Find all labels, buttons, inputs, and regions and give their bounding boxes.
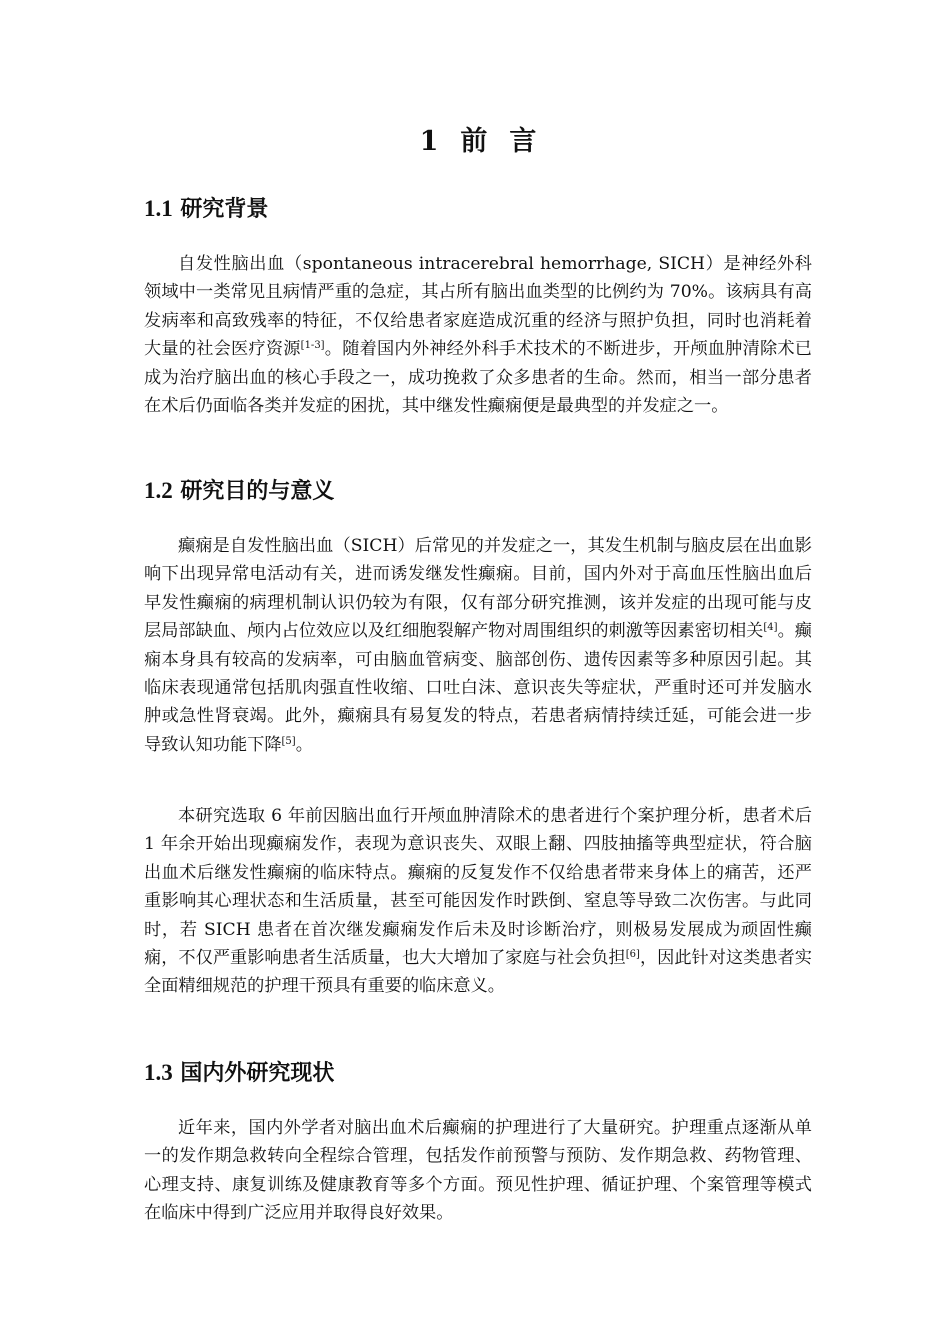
- section-heading-1-3: [144, 1057, 334, 1090]
- section-heading-1-2: [144, 475, 334, 508]
- paragraph-text: 近年来，国内外学者对脑出血术后癫痫的护理进行了大量研究。护理重点逐渐从单一的发作期急救转向全程综合管理，包括发作前预警与预防、发作期急救、药物管理、心理支持、康复训练及健康教育等多个方面。预见性护理、循证护理、个案管理等模式在临床中得到广泛应用并取得良好效果。: [144, 1118, 812, 1224]
- paragraph-text: 自发性脑出血（spontaneous intracerebral hemorrhage, SICH）是神经外科领域中一类常见且病情严重的急症，其占所有脑出血类型的比例约为 70%。该病具有高发病率和高致残率的特征，不仅给患者家庭造成沉重的经济与照护负担，同时也消耗着大量的社会医疗资源: [144, 254, 812, 360]
- paragraph-text: 癫痫是自发性脑出血（SICH）后常见的并发症之一，其发生机制与脑皮层在出血影响下出现异常电活动有关，进而诱发继发性癫痫。目前，国内外对于高血压性脑出血后早发性癫痫的病理机制认识仍较为有限，仅有部分研究推测，该并发症的出现可能与皮层局部缺血、颅内占位效应以及红细胞裂解产物对周围组织的刺激等因素密切相关: [144, 536, 812, 642]
- citation: [6]: [625, 949, 640, 961]
- chapter-title-part1: 前: [460, 126, 488, 157]
- paragraph-1-1-1: [144, 250, 812, 420]
- section-number: 1.2: [144, 478, 173, 503]
- paragraph-text: 本研究选取 6 年前因脑出血行开颅血肿清除术的患者进行个案护理分析，患者术后 1 年余开始出现癫痫发作，表现为意识丧失、双眼上翻、四肢抽搐等典型症状，符合脑出血术后继发性癫痫的临床特点。癫痫的反复发作不仅给患者带来身体上的痛苦，还严重影响其心理状态和生活质量，甚至可能因发作时跌倒、窒息等导致二次伤害。与此同时，若 SICH 患者在首次继发癫痫发作后未及时诊断治疗，则极易发展成为顽固性癫痫，不仅严重影响患者生活质量，也大大增加了家庭与社会负担: [144, 806, 812, 969]
- citation: [5]: [281, 735, 296, 747]
- chapter-title-part2: 言: [509, 126, 537, 157]
- section-number: 1.3: [144, 1060, 173, 1085]
- section-number: 1.1: [144, 196, 173, 221]
- citation: [1-3]: [300, 340, 325, 352]
- paragraph-text: 。随着国内外神经外科手术技术的不断进步，开颅血肿清除术已成为治疗脑出血的核心手段之一，成功挽救了众多患者的生命。然而，相当一部分患者在术后仍面临各类并发症的困扰，其中继发性癫痫便是最典型的并发症之一。: [144, 339, 812, 417]
- section-title: 研究背景: [180, 197, 269, 222]
- paragraph-1-2-2: [144, 802, 812, 1001]
- paragraph-text: 。癫痫本身具有较高的发病率，可由脑血管病变、脑部创伤、遗传因素等多种原因引起。其临床表现通常包括肌肉强直性收缩、口吐白沫、意识丧失等症状，严重时还可并发脑水肿或急性肾衰竭。此外，癫痫具有易复发的特点，若患者病情持续迁延，可能会进一步导致认知功能下降: [144, 621, 812, 755]
- paragraph-1-2-1: [144, 532, 812, 759]
- paragraph-text: ，因此针对这类患者实全面精细规范的护理干预具有重要的临床意义。: [144, 948, 812, 997]
- chapter-number: 1: [419, 126, 439, 157]
- paragraph-1-3-1: [144, 1114, 812, 1228]
- chapter-title: [144, 122, 812, 162]
- citation: [4]: [763, 622, 778, 634]
- paragraph-text: 。: [295, 734, 313, 755]
- section-title: 国内外研究现状: [180, 1061, 335, 1086]
- section-title: 研究目的与意义: [180, 479, 335, 504]
- section-heading-1-1: [144, 193, 268, 226]
